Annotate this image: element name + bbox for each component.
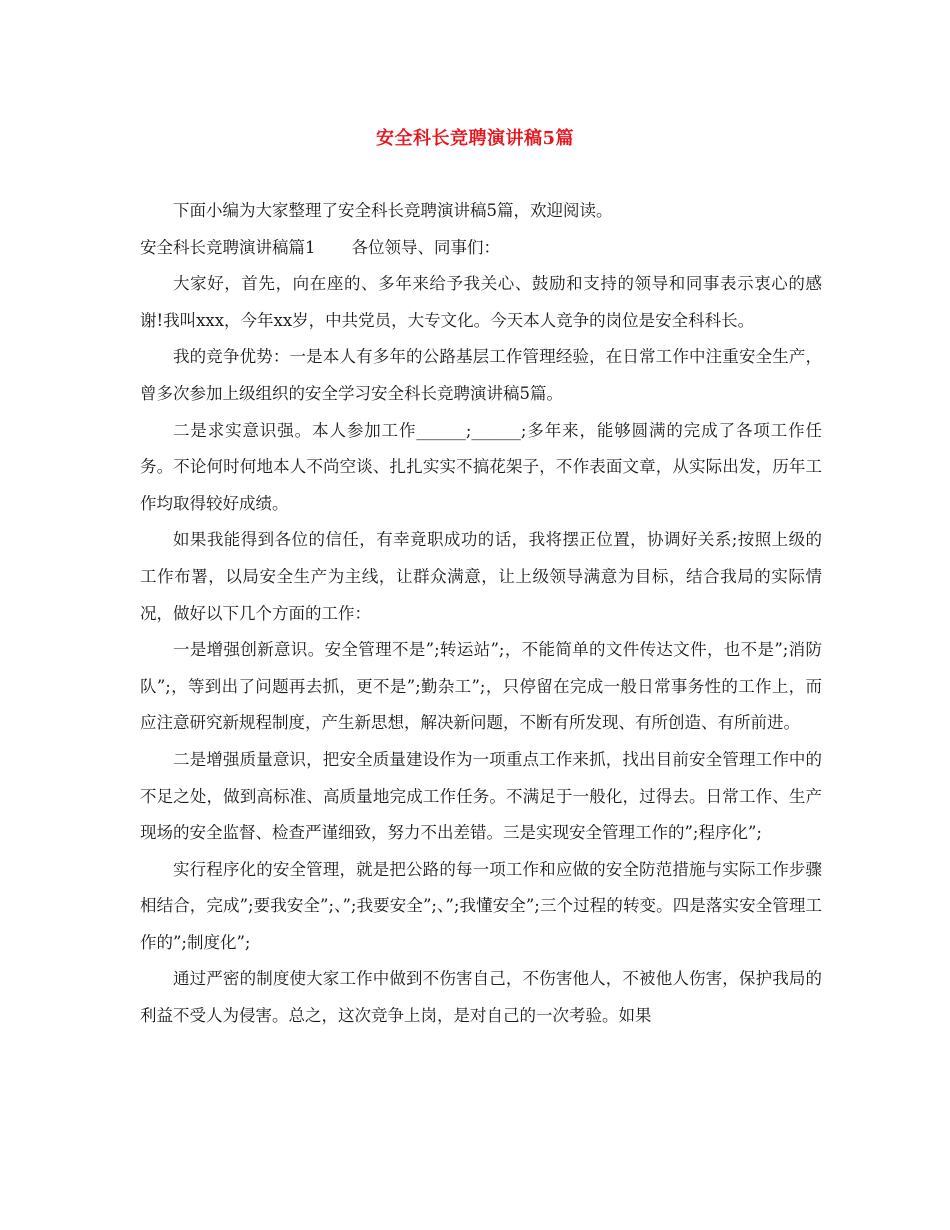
body-paragraph: 大家好，首先，向在座的、多年来给予我关心、鼓励和支持的领导和同事表示衷心的感谢!我叫xxx，今年xx岁，中共党员，大专文化。今天本人竞争的岗位是安全科科长。	[140, 274, 822, 330]
document-body	[140, 193, 822, 1035]
document-title: 安全科长竞聘演讲稿5篇	[375, 128, 575, 149]
intro-paragraph: 下面小编为大家整理了安全科长竞聘演讲稿5篇，欢迎阅读。	[173, 201, 613, 220]
body-paragraph: 实行程序化的安全管理，就是把公路的每一项工作和应做的安全防范措施与实际工作步骤相结合，完成”;要我安全”;、”;我要安全”;、”;我懂安全”;三个过程的转变。四是落实安全管理工作的”;制度化”;	[140, 859, 822, 952]
salutation: 各位领导、同事们：	[351, 237, 500, 257]
section-heading: 安全科长竞聘演讲稿篇1	[140, 237, 316, 257]
body-paragraph: 二是增强质量意识，把安全质量建设作为一项重点工作来抓，找出目前安全管理工作中的不足之处，做到高标准、高质量地完成工作任务。不满足于一般化，过得去。日常工作、生产现场的安全监督、检查严谨细致，努力不出差错。三是实现安全管理工作的”;程序化”;	[140, 749, 822, 843]
body-paragraph: 一是增强创新意识。安全管理不是”;转运站”;，不能简单的文件传达文件，也不是”;消防队”;，等到出了问题再去抓，更不是”;勤杂工”;，只停留在完成一般日常事务性的工作上，而应注意研究新规程制度，产生新思想，解决新问题，不断有所发现、有所创造、有所前进。	[140, 640, 822, 733]
body-paragraph: 如果我能得到各位的信任，有幸竟职成功的话，我将摆正位置，协调好关系;按照上级的工作布署，以局安全生产为主线，让群众满意，让上级领导满意为目标，结合我局的实际情况，做好以下几个方面的工作：	[140, 530, 822, 623]
body-paragraph: 二是求实意识强。本人参加工作______;______;多年来，能够圆满的完成了各项工作任务。不论何时何地本人不尚空谈、扎扎实实不搞花架子，不作表面文章，从实际出发，历年工作均取得较好成绩。	[140, 420, 822, 513]
body-paragraph: 通过严密的制度使大家工作中做到不伤害自己，不伤害他人，不被他人伤害，保护我局的利益不受人为侵害。总之，这次竞争上岗，是对自己的一次考验。如果	[140, 969, 822, 1026]
section-heading-line	[140, 230, 822, 267]
body-paragraph: 我的竞争优势：一是本人有多年的公路基层工作管理经验，在日常工作中注重安全生产，曾多次参加上级组织的安全学习安全科长竞聘演讲稿5篇。	[140, 347, 822, 403]
